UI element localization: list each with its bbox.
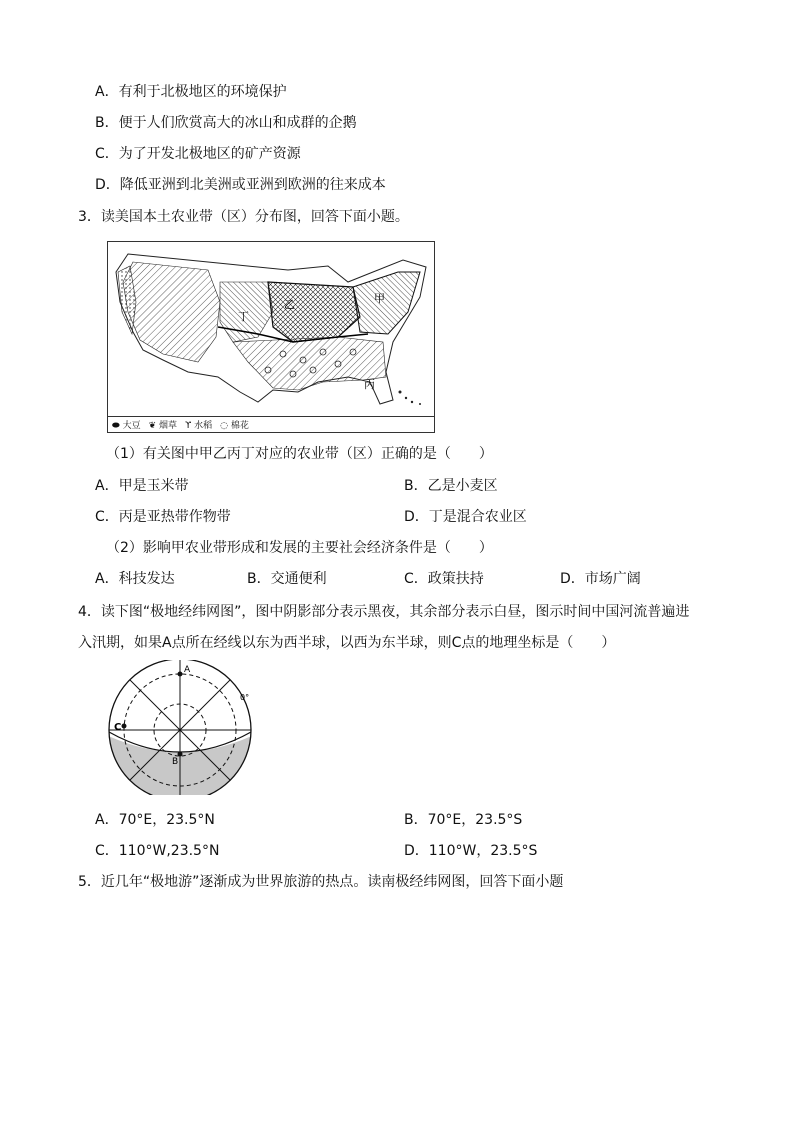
- q2-option-a: A．有利于北极地区的环境保护: [95, 84, 287, 100]
- map-label-ding: 丁: [238, 310, 249, 323]
- legend-soybean: ⬬ 大豆: [112, 421, 141, 431]
- q3-sub2-option-c: C．政策扶持: [404, 571, 484, 587]
- q3-sub1-option-b: B．乙是小麦区: [404, 478, 498, 494]
- map-label-bing: 丙: [364, 378, 375, 391]
- polar-grid-figure: [100, 660, 270, 795]
- q4-option-a: A．70°E，23.5°N: [95, 812, 215, 828]
- q2-option-d: D．降低亚洲到北美洲或亚洲到欧洲的往来成本: [95, 177, 386, 193]
- q5-stem: 5．近几年“极地游”逐渐成为世界旅游的热点。读南极经纬网图，回答下面小题: [78, 874, 564, 890]
- map-label-jia: 甲: [374, 292, 385, 305]
- q3-sub2-stem: （2）影响甲农业带形成和发展的主要社会经济条件是（ ）: [106, 540, 493, 556]
- q3-sub1-option-d: D．丁是混合农业区: [404, 509, 527, 525]
- q4-option-c: C．110°W,23.5°N: [95, 843, 220, 859]
- q3-sub1-stem: （1）有关图中甲乙丙丁对应的农业带（区）正确的是（ ）: [106, 446, 493, 462]
- q4-option-d: D．110°W，23.5°S: [404, 843, 538, 859]
- us-agriculture-map: [107, 241, 435, 433]
- q2-option-b: B．便于人们欣赏高大的冰山和成群的企鹅: [95, 115, 357, 131]
- q3-sub2-option-b: B．交通便利: [247, 571, 327, 587]
- q2-option-c: C．为了开发北极地区的矿产资源: [95, 146, 301, 162]
- legend-cotton: ◌ 棉花: [220, 421, 249, 431]
- legend-tobacco: ❦ 烟草: [148, 421, 177, 431]
- q3-sub1-option-c: C．丙是亚热带作物带: [95, 509, 231, 525]
- q3-sub2-option-d: D．市场广阔: [560, 571, 641, 587]
- label-zero-degree: 0°: [240, 693, 250, 702]
- q3-stem: 3．读美国本土农业带（区）分布图，回答下面小题。: [78, 209, 409, 225]
- label-a: A: [184, 665, 191, 675]
- q4-option-b: B．70°E，23.5°S: [404, 812, 523, 828]
- map-west-region: [123, 262, 220, 362]
- label-b: B: [172, 757, 179, 767]
- q3-sub1-option-a: A．甲是玉米带: [95, 478, 189, 494]
- map-legend: [108, 416, 434, 432]
- legend-rice: ϒ 水稻: [185, 421, 213, 431]
- label-c: C: [114, 722, 122, 733]
- q3-sub2-option-a: A．科技发达: [95, 571, 175, 587]
- map-label-yi: 乙: [284, 298, 295, 311]
- q4-stem-line2: 入汛期，如果A点所在经线以东为西半球，以西为东半球，则C点的地理坐标是（ ）: [78, 635, 616, 651]
- q4-stem-line1: 4．读下图“极地经纬网图”，图中阴影部分表示黑夜，其余部分表示白昼，图示时间中国河流普遍进: [78, 604, 690, 620]
